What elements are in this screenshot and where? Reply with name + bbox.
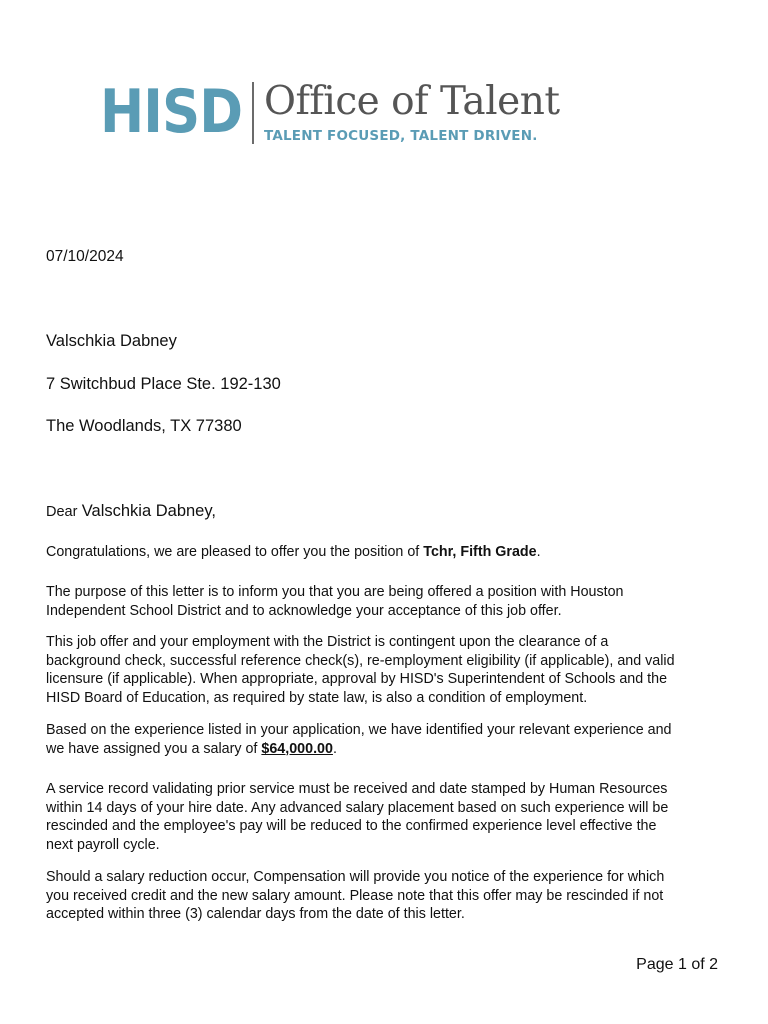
letterhead-logo xyxy=(100,77,560,150)
congrats-paragraph xyxy=(46,543,726,562)
congrats-text: Congratulations, we are pleased to offer you the position of xyxy=(46,544,420,560)
logo-office-block xyxy=(264,80,560,145)
paragraph-line: accepted within three (3) calendar days from the date of this letter. xyxy=(46,906,465,923)
recipient-name: Valschkia Dabney xyxy=(46,332,177,350)
salary-period: . xyxy=(332,740,337,757)
recipient-address-line2: The Woodlands, TX 77380 xyxy=(46,417,242,435)
paragraph-line: The purpose of this letter is to inform you that you are being offered a position with Houston xyxy=(46,584,624,600)
salutation-name: Valschkia Dabney, xyxy=(81,502,216,520)
salary-reduction-paragraph xyxy=(46,868,726,924)
salutation-prefix: Dear xyxy=(46,504,78,520)
paragraph-line: rescinded and the employee's pay will be reduced to the confirmed experience level effective the xyxy=(46,818,657,835)
paragraph-line: next payroll cycle. xyxy=(46,836,160,853)
logo-divider xyxy=(252,82,254,144)
hisd-logo-text: HISD xyxy=(100,77,243,147)
purpose-paragraph xyxy=(46,583,726,620)
paragraph-line: background check, successful reference check(s), re-employment eligibility (if applicable), and valid xyxy=(46,652,675,669)
contingency-paragraph xyxy=(46,633,726,707)
salary-text: we have assigned you a salary of xyxy=(46,740,258,757)
congrats-period: . xyxy=(536,544,541,560)
salary-amount: $64,000.00 xyxy=(261,740,333,757)
office-name: Office of Talent xyxy=(264,79,560,124)
paragraph-line: within 14 days of your hire date. Any advanced salary placement based on such experience will be xyxy=(46,799,669,816)
paragraph-line: Should a salary reduction occur, Compensation will provide you notice of the experience for which xyxy=(46,869,665,885)
paragraph-line: licensure (if applicable). When appropriate, approval by HISD's Superintendent of Schools and the xyxy=(46,671,668,688)
paragraph-line: you received credit and the new salary amount. Please note that this offer may be rescinded if not xyxy=(46,887,664,904)
logo-tagline: TALENT FOCUSED, TALENT DRIVEN. xyxy=(264,128,538,144)
position-title: Tchr, Fifth Grade xyxy=(423,544,537,560)
salutation xyxy=(46,502,216,521)
service-record-paragraph xyxy=(46,780,726,854)
paragraph-line: HISD Board of Education, as required by state law, is also a condition of employment. xyxy=(46,689,588,706)
page-number: Page 1 of 2 xyxy=(636,956,718,973)
recipient-address-line1: 7 Switchbud Place Ste. 192-130 xyxy=(46,375,281,393)
salary-paragraph xyxy=(46,721,726,758)
paragraph-line: Independent School District and to acknowledge your acceptance of this job offer. xyxy=(46,602,562,619)
paragraph-line: Based on the experience listed in your application, we have identified your relevant experience and xyxy=(46,722,672,738)
paragraph-line: A service record validating prior service must be received and date stamped by Human Resources xyxy=(46,781,668,797)
letter-date: 07/10/2024 xyxy=(46,248,124,265)
paragraph-line: This job offer and your employment with the District is contingent upon the clearance of a xyxy=(46,634,609,650)
